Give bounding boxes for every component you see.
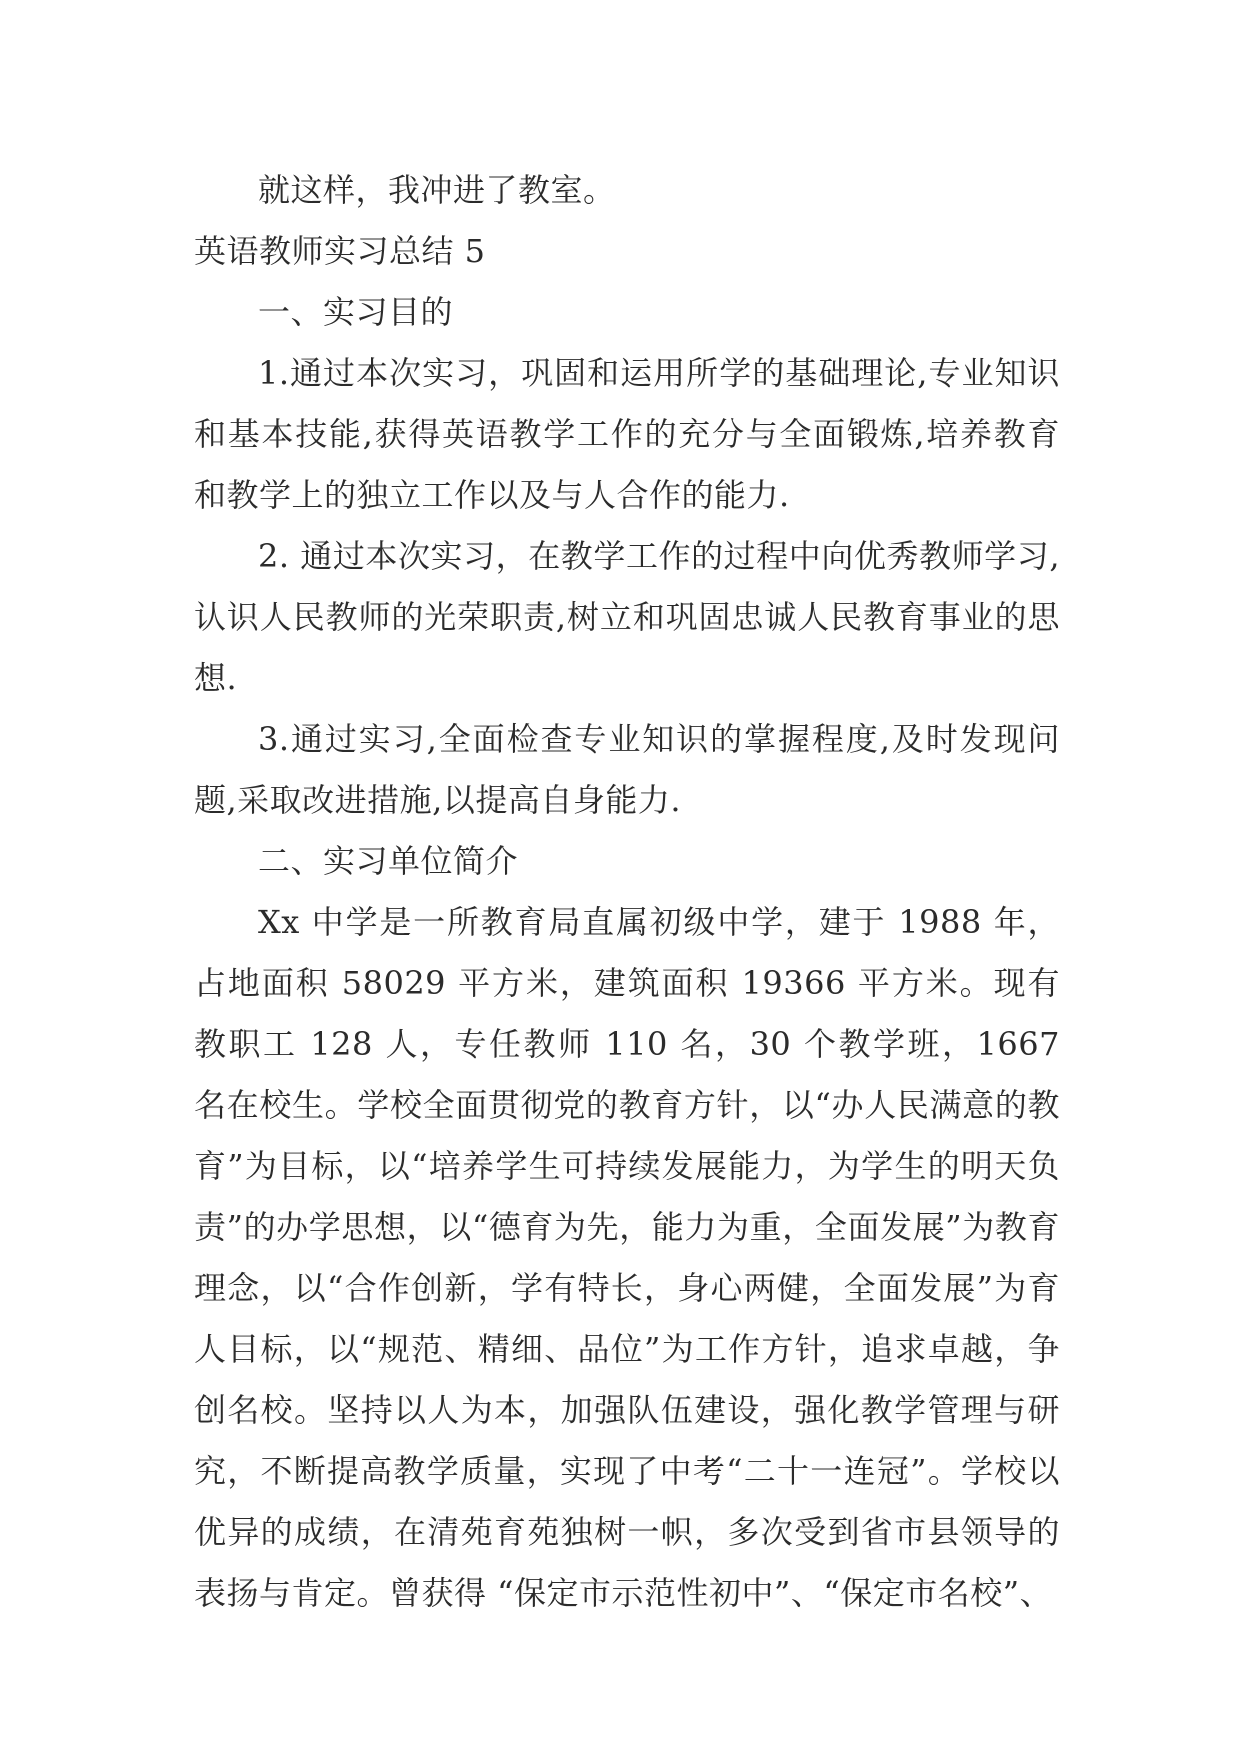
heading-purpose: 一、实习目的 [258,293,454,331]
closing-sentence: 就这样，我冲进了教室。 [258,171,616,209]
purpose-item-3: 3.通过实习,全面检查专业知识的掌握程度,及时发现问题,采取改进措施,以提高自身能力. [194,720,1060,819]
document-body [194,160,1060,1624]
section-title: 英语教师实习总结 5 [194,232,486,270]
purpose-item-1: 1.通过本次实习，巩固和运用所学的基础理论,专业知识和基本技能,获得英语教学工作的充分与全面锻炼,培养教育和教学上的独立工作以及与人合作的能力. [194,354,1060,514]
unit-intro-paragraph: Xx 中学是一所教育局直属初级中学，建于 1988 年，占地面积 58029 平方米，建筑面积 19366 平方米。现有教职工 128 人，专任教师 110 名，30 个教学班，1667 名在校生。学校全面贯彻党的教育方针，以“办人民满意的教育”为目标，以“培养学生可持续发展能力，为学生的明天负责”的办学思想，以“德育为先，能力为重，全面发展”为教育理念，以“合作创新，学有特长，身心两健，全面发展”为育人目标，以“规范、精细、品位”为工作方针，追求卓越，争创名校。坚持以人为本，加强队伍建设，强化教学管理与研究，不断提高教学质量，实现了中考“二十一连冠”。学校以优异的成绩，在清苑育苑独树一帜，多次受到省市县领导的表扬与肯定。曾获得 “保定市示范性初中”、“保定市名校”、 [194,903,1060,1612]
purpose-item-2: 2. 通过本次实习，在教学工作的过程中向优秀教师学习,认识人民教师的光荣职责,树立和巩固忠诚人民教育事业的思想. [194,537,1060,697]
heading-unit-intro: 二、实习单位简介 [258,842,519,880]
